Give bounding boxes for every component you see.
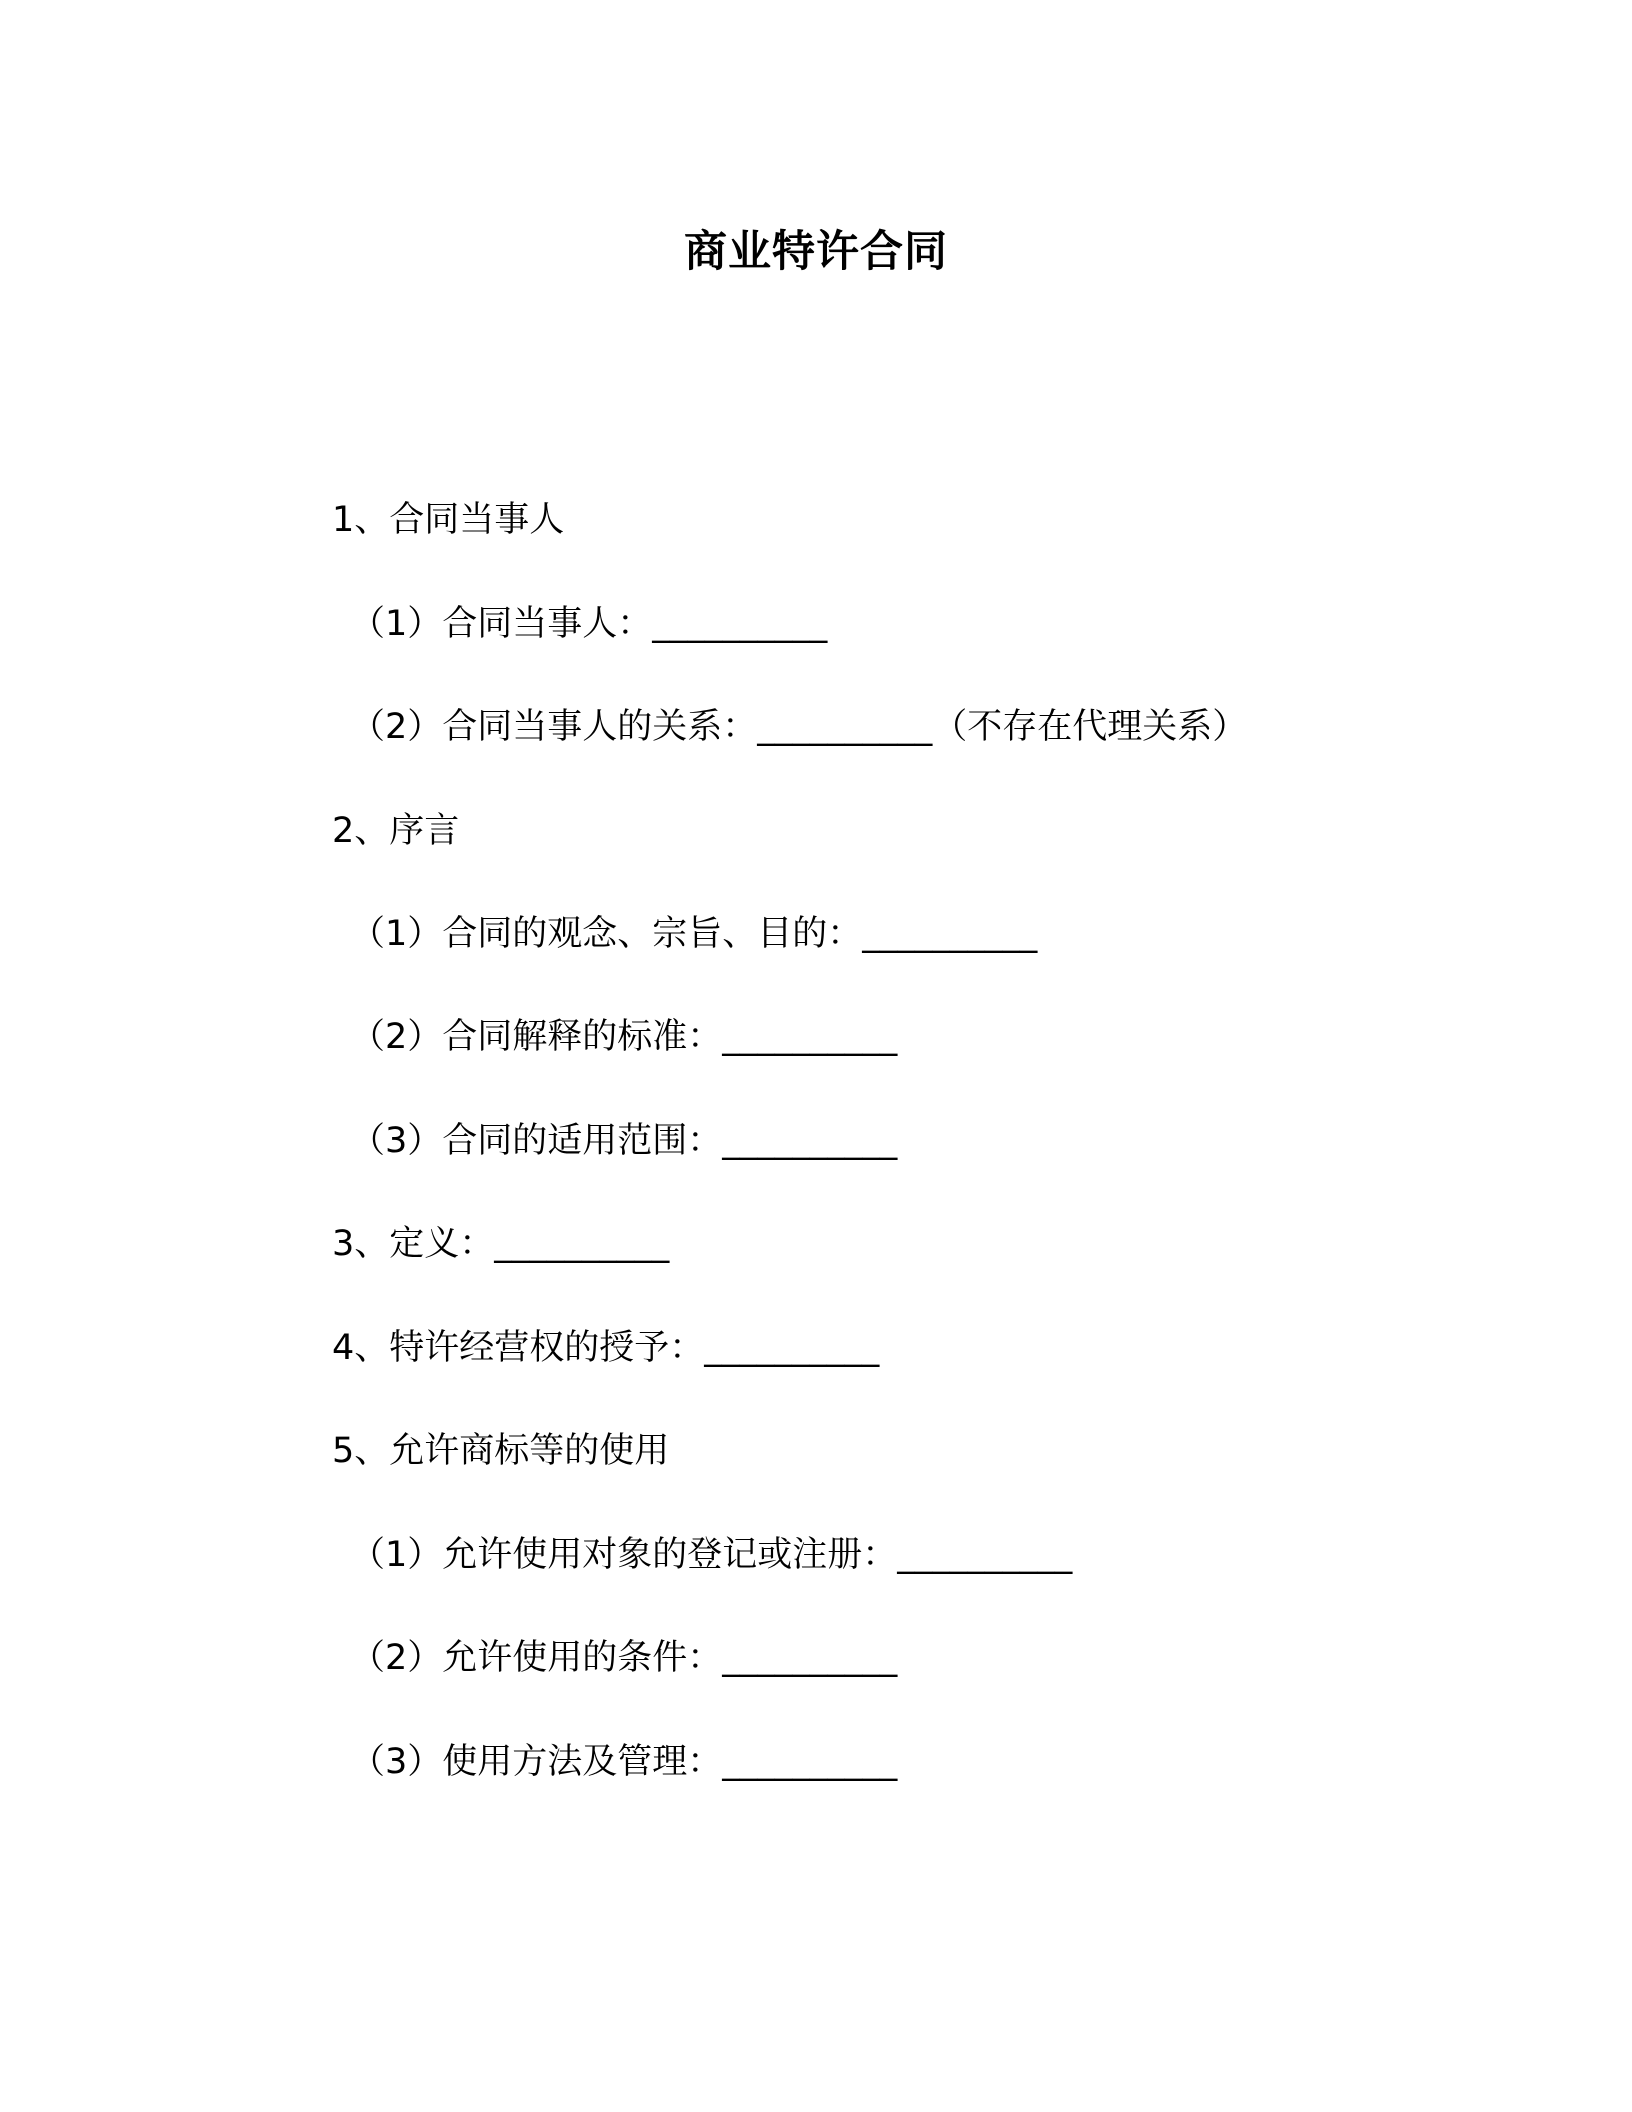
document-title: 商业特许合同 xyxy=(684,227,948,277)
section-5-heading: 5、允许商标等的使用 xyxy=(332,1431,670,1471)
clause-5-1: （1）允许使用对象的登记或注册：__________ xyxy=(350,1535,1073,1575)
section-1-heading: 1、合同当事人 xyxy=(332,500,565,540)
section-3-heading: 3、定义：__________ xyxy=(332,1224,670,1264)
clause-5-3: （3）使用方法及管理：__________ xyxy=(350,1742,898,1782)
clause-2-1: （1）合同的观念、宗旨、目的：__________ xyxy=(350,914,1038,954)
clause-2-3: （3）合同的适用范围：__________ xyxy=(350,1121,898,1161)
clause-1-2: （2）合同当事人的关系：__________（不存在代理关系） xyxy=(350,707,1248,747)
clause-2-2: （2）合同解释的标准：__________ xyxy=(350,1017,898,1057)
clause-1-1: （1）合同当事人：__________ xyxy=(350,604,828,644)
clause-5-2: （2）允许使用的条件：__________ xyxy=(350,1638,898,1678)
section-4-heading: 4、特许经营权的授予：__________ xyxy=(332,1328,880,1368)
section-2-heading: 2、序言 xyxy=(332,811,460,851)
